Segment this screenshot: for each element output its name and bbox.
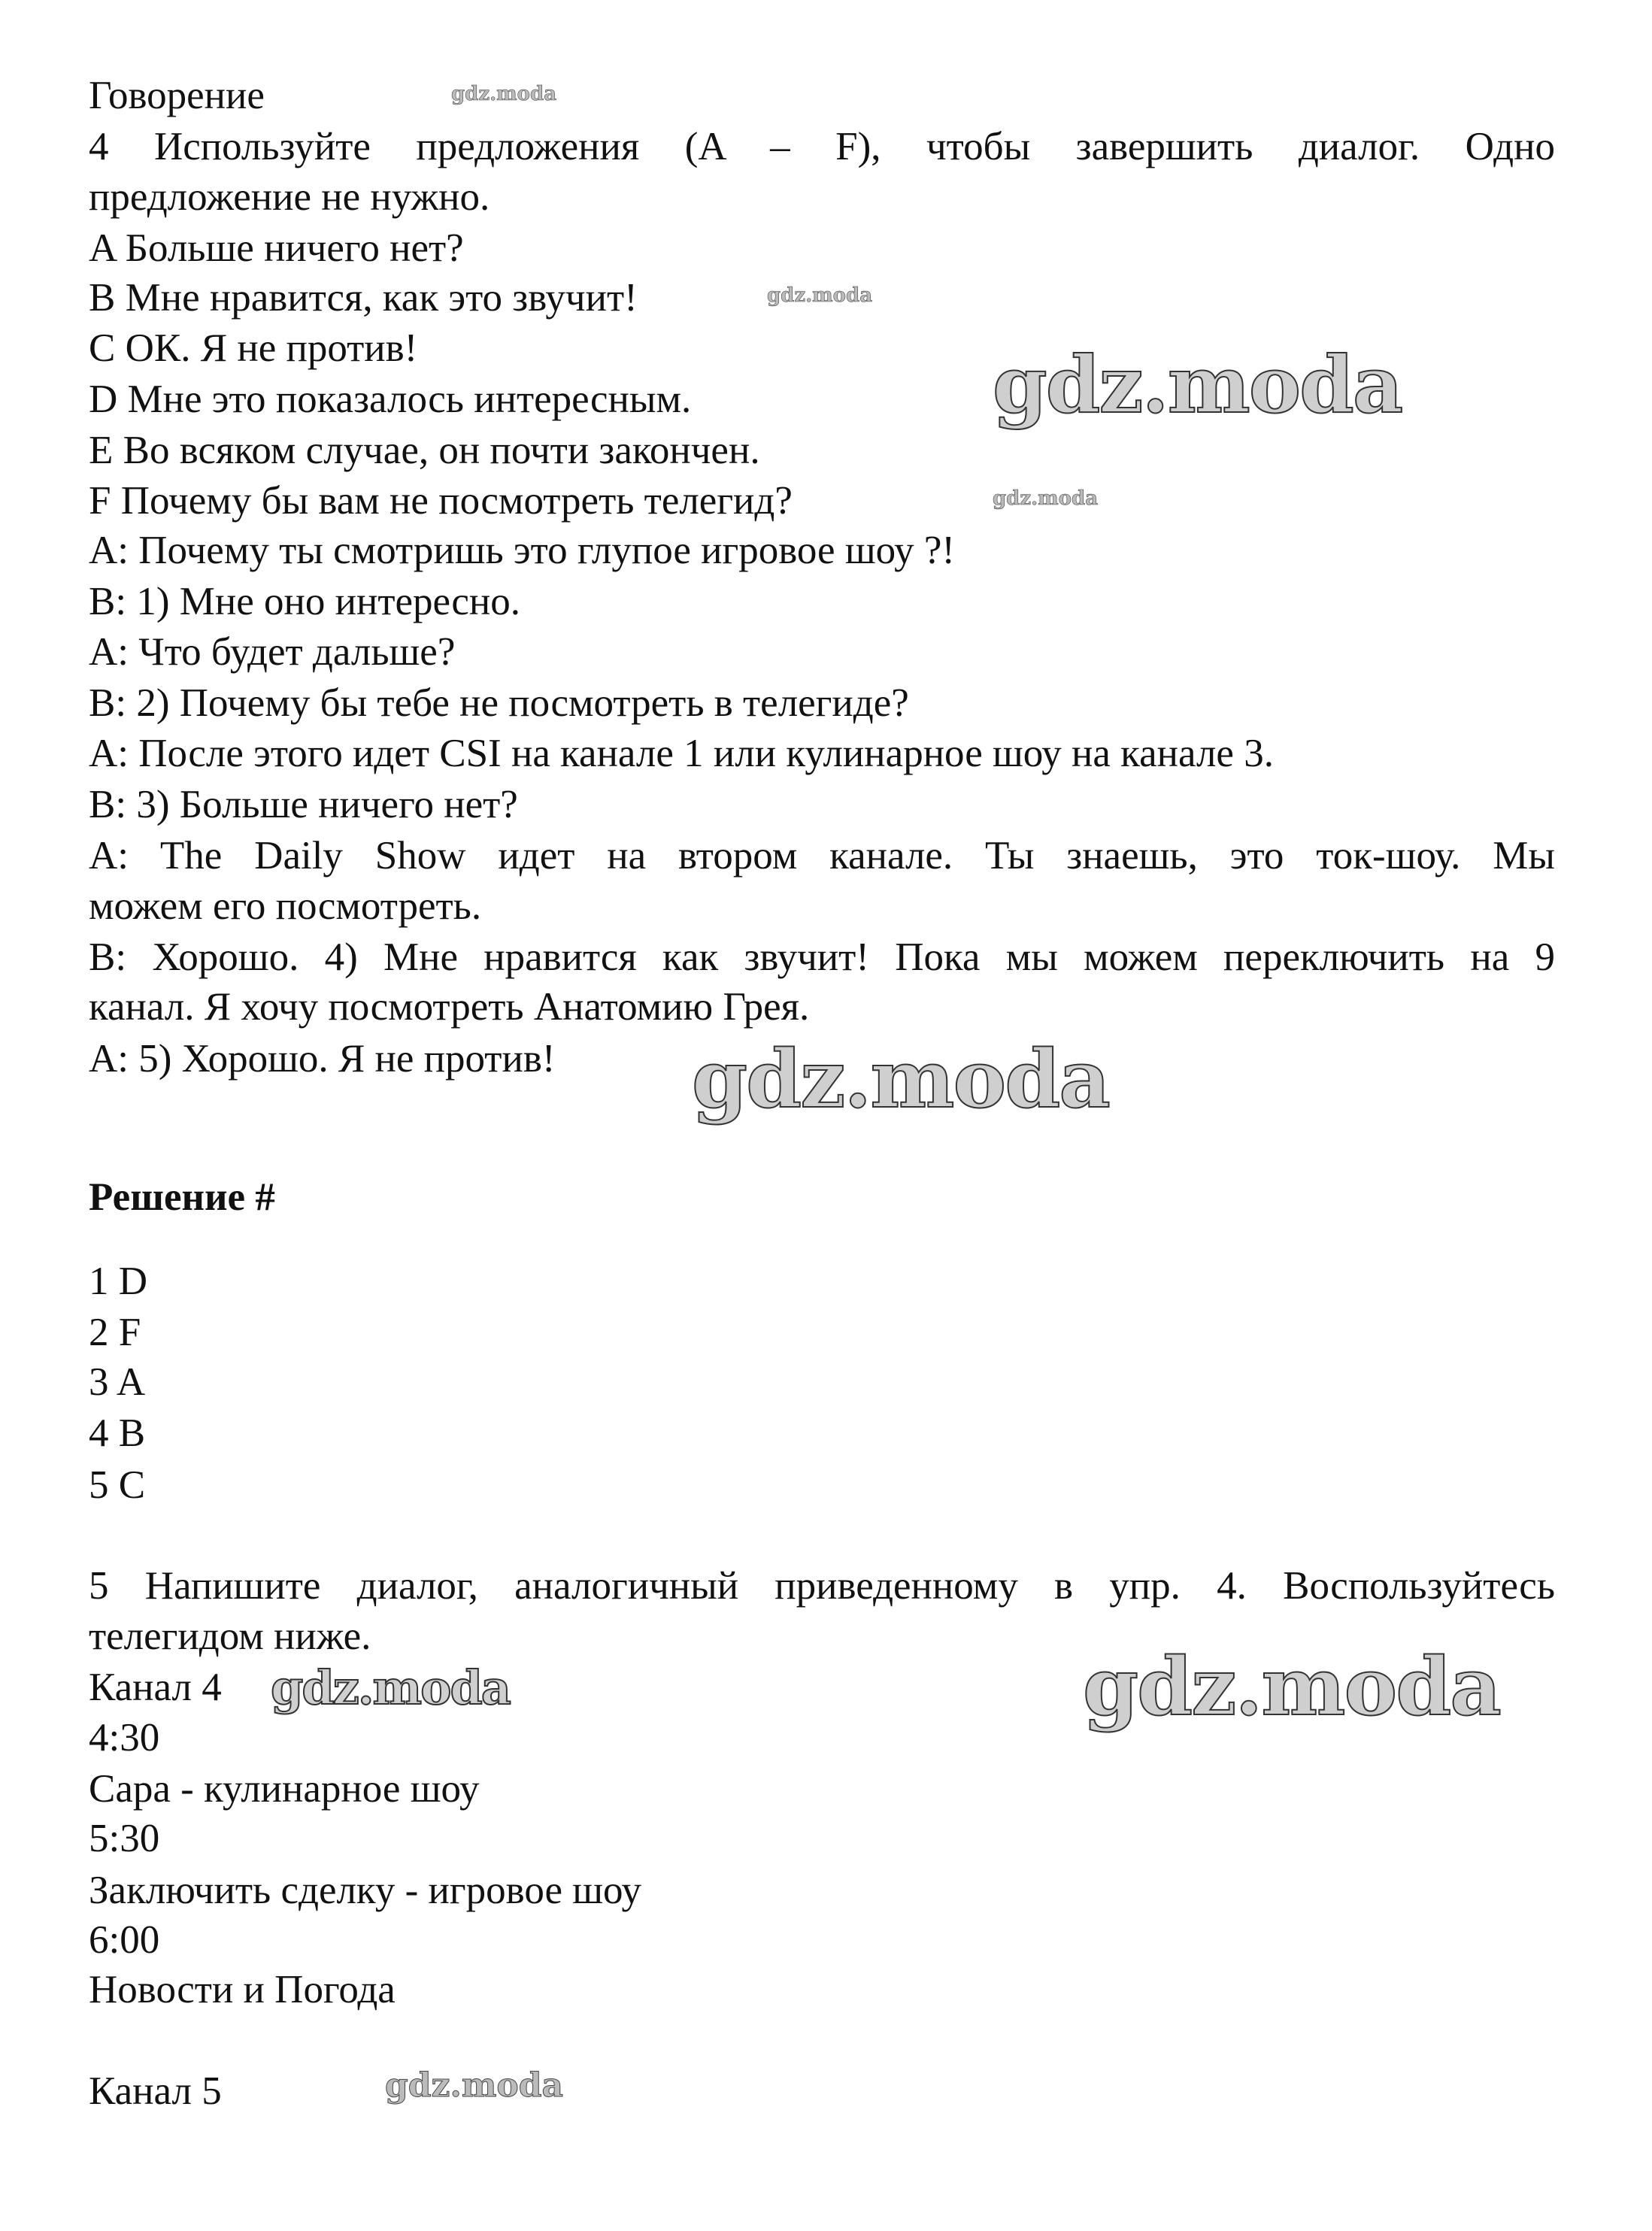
watermark: gdz.moda [451,83,557,105]
answer-item: 3 A [89,1360,146,1404]
exercise-4-instruction: 4 Используйте предложения (A – F), чтобы завершить диалог. Одно [89,125,1555,168]
schedule-show: Сара - кулинарное шоу [89,1767,480,1811]
option-a: A Больше ничего нет? [89,226,464,270]
watermark: gdz.moda [993,338,1402,431]
solution-heading: Решение # [89,1175,275,1219]
option-e: E Во всяком случае, он почти закончен. [89,429,760,472]
dialog-line: A: После этого идет CSI на канале 1 или кулинарное шоу на канале 3. [89,732,1274,775]
answer-item: 1 D [89,1259,148,1303]
channel-heading: Канал 4 [89,1666,222,1709]
dialog-line: A: The Daily Show идет на втором канале. Ты знаешь, это ток-шоу. Мы [89,834,1555,878]
option-d: D Мне это показалось интересным. [89,377,692,421]
watermark: gdz.moda [993,487,1099,510]
section-heading: Говорение [89,74,265,117]
dialog-line: A: Что будет дальше? [89,630,456,674]
dialog-line: A: 5) Хорошо. Я не против! [89,1037,556,1081]
dialog-line: B: Хорошо. 4) Мне нравится как звучит! Пока мы можем переключить на 9 [89,935,1555,979]
option-f: F Почему бы вам не посмотреть телегид? [89,479,793,523]
watermark: gdz.moda [385,2066,564,2105]
exercise-5-instruction: 5 Напишите диалог, аналогичный приведенному в упр. 4. Воспользуйтесь [89,1564,1555,1608]
schedule-show: Новости и Погода [89,1968,396,2011]
schedule-time: 6:00 [89,1918,160,1962]
dialog-line: B: 3) Больше ничего нет? [89,783,518,826]
watermark: gdz.moda [692,1032,1109,1126]
exercise-5-instruction-cont: телегидом ниже. [89,1614,371,1658]
answer-item: 2 F [89,1311,141,1354]
answer-item: 4 B [89,1411,146,1455]
channel-heading: Канал 5 [89,2069,222,2113]
exercise-4-instruction-cont: предложение не нужно. [89,175,490,219]
dialog-line: A: Почему ты смотришь это глупое игровое шоу ?! [89,529,956,572]
watermark: gdz.moda [1083,1639,1500,1733]
dialog-line: можем его посмотреть. [89,884,482,928]
dialog-line: B: 2) Почему бы тебе не посмотреть в телегиде? [89,681,909,725]
option-b: B Мне нравится, как это звучит! [89,276,638,320]
option-c: C ОК. Я не против! [89,326,418,370]
watermark: gdz.moda [271,1660,510,1715]
dialog-line: B: 1) Мне оно интересно. [89,580,520,623]
dialog-line: канал. Я хочу посмотреть Анатомию Грея. [89,985,810,1029]
schedule-time: 4:30 [89,1716,160,1760]
answer-item: 5 C [89,1463,146,1507]
schedule-show: Заключить сделку - игровое шоу [89,1869,642,1912]
watermark: gdz.moda [767,284,873,307]
schedule-time: 5:30 [89,1817,160,1860]
